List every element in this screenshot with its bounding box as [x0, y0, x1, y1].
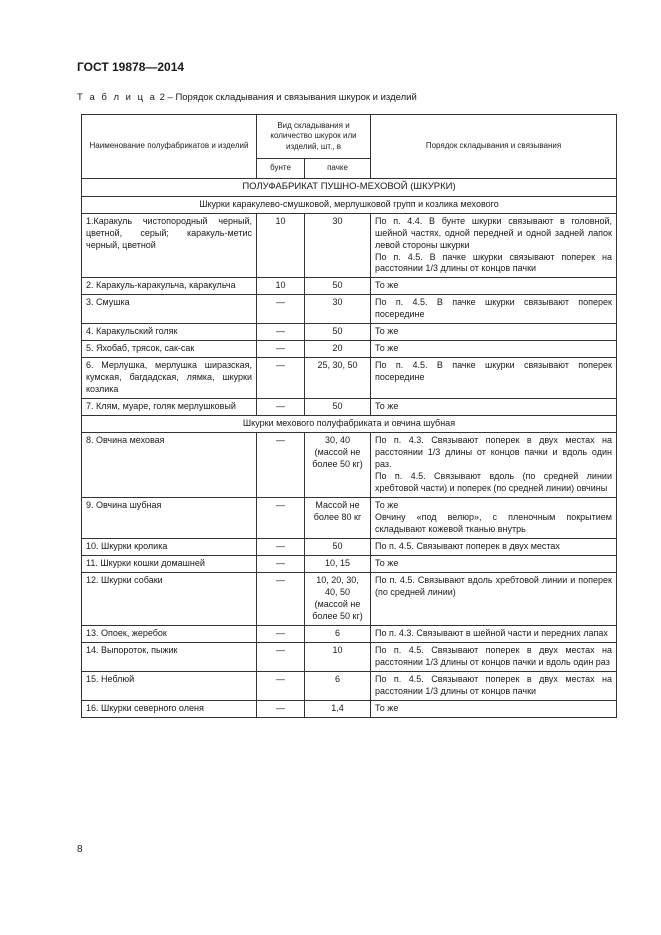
header-procedure: Порядок складывания и связывания [371, 115, 617, 179]
table-caption-word: Т а б л и ц а [77, 92, 157, 103]
subsection-row [82, 196, 617, 213]
header-name: Наименование полуфабрикатов и изделий [82, 115, 257, 179]
cell-name: 14. Выпороток, пыжик [82, 642, 257, 671]
cell-name: 12. Шкурки собаки [82, 572, 257, 625]
table-row [82, 341, 617, 358]
cell-procedure: То же [371, 324, 617, 341]
cell-bunt: — [257, 324, 305, 341]
packing-table [81, 114, 617, 718]
cell-bunt: — [257, 358, 305, 399]
table-row [82, 642, 617, 671]
header-pachka: пачке [305, 159, 371, 179]
cell-bunt: — [257, 625, 305, 642]
subsection-title: Шкурки мехового полуфабриката и овчина шубная [82, 416, 617, 433]
subsection-row [82, 416, 617, 433]
cell-procedure: По п. 4.3. Связывают в шейной части и передних лапах [371, 625, 617, 642]
table-row [82, 213, 617, 278]
cell-name: 13. Опоек, жеребок [82, 625, 257, 642]
cell-name: 3. Смушка [82, 295, 257, 324]
cell-pachka: 10 [305, 642, 371, 671]
cell-pachka: 6 [305, 625, 371, 642]
cell-name: 6. Мерлушка, мерлушка ширазская, кумская, багдадская, лямка, шкурки козлика [82, 358, 257, 399]
cell-bunt: — [257, 642, 305, 671]
cell-pachka: 6 [305, 671, 371, 700]
cell-name: 11. Шкурки кошки домашней [82, 555, 257, 572]
cell-name: 16. Шкурки северного оленя [82, 700, 257, 717]
cell-bunt: — [257, 341, 305, 358]
header-kind: Вид складывания и количество шкурок или изделий, шт., в [257, 115, 371, 159]
cell-procedure: По п. 4.5. В пачке шкурки связывают поперек посередине [371, 358, 617, 399]
cell-name: 9. Овчина шубная [82, 497, 257, 538]
table-row [82, 324, 617, 341]
cell-pachka: 50 [305, 538, 371, 555]
table-row [82, 625, 617, 642]
cell-procedure: По п. 4.5. Связывают поперек в двух местах на расстоянии 1/3 длины от концов пачки и вдоль один раз [371, 642, 617, 671]
cell-name: 10. Шкурки кролика [82, 538, 257, 555]
cell-bunt: — [257, 700, 305, 717]
cell-pachka: 30 [305, 295, 371, 324]
table-row [82, 700, 617, 717]
document-standard-title: ГОСТ 19878—2014 [77, 60, 185, 74]
cell-bunt: — [257, 555, 305, 572]
table-row [82, 278, 617, 295]
cell-procedure: То же [371, 341, 617, 358]
cell-pachka: 30 [305, 213, 371, 278]
cell-bunt: — [257, 295, 305, 324]
cell-pachka: 50 [305, 399, 371, 416]
table-caption-text: 2 – Порядок складывания и связывания шкурок и изделий [156, 92, 417, 103]
cell-pachka: 20 [305, 341, 371, 358]
cell-procedure: То же [371, 700, 617, 717]
table-row [82, 671, 617, 700]
cell-procedure: По п. 4.5. Связывают поперек в двух местах [371, 538, 617, 555]
table-caption [77, 92, 417, 103]
cell-name: 7. Клям, муаре, голяк мерлушковый [82, 399, 257, 416]
cell-bunt: — [257, 538, 305, 555]
table-row [82, 399, 617, 416]
cell-name: 5. Яхобаб, трясок, сак-сак [82, 341, 257, 358]
subsection-title: Шкурки каракулево-смушковой, мерлушковой групп и козлика мехового [82, 196, 617, 213]
table-row [82, 358, 617, 399]
cell-bunt: — [257, 399, 305, 416]
cell-bunt: 10 [257, 213, 305, 278]
cell-procedure: То же [371, 399, 617, 416]
cell-name: 4. Каракульский голяк [82, 324, 257, 341]
cell-procedure: По п. 4.5. Связывают вдоль хребтовой линии и поперек (по средней линии) [371, 572, 617, 625]
cell-name: 1.Каракуль чистопородный черный, цветной, серый; каракуль-метис черный, цветной [82, 213, 257, 278]
page-number: 8 [77, 844, 83, 855]
cell-procedure: По п. 4.5. В пачке шкурки связывают поперек посередине [371, 295, 617, 324]
cell-bunt: — [257, 497, 305, 538]
cell-pachka: 30, 40 (массой не более 50 кг) [305, 433, 371, 498]
cell-bunt: — [257, 433, 305, 498]
cell-name: 2. Каракуль-каракульча, каракульча [82, 278, 257, 295]
cell-bunt: — [257, 572, 305, 625]
cell-bunt: 10 [257, 278, 305, 295]
table-row [82, 433, 617, 498]
cell-procedure: По п. 4.4. В бунте шкурки связывают в головной, шейной частях, одной передней и одной задней лапок левой стороны шкурки По п. 4.5. В пачке шкурки связывают поперек на расстоянии 1/3 длины от концов пачки [371, 213, 617, 278]
cell-procedure: То же [371, 555, 617, 572]
table-row [82, 538, 617, 555]
cell-pachka: 50 [305, 278, 371, 295]
table-row [82, 555, 617, 572]
cell-pachka: 1,4 [305, 700, 371, 717]
cell-pachka: 10, 20, 30, 40, 50 (массой не более 50 кг) [305, 572, 371, 625]
header-bunt: бунте [257, 159, 305, 179]
table-row [82, 295, 617, 324]
cell-procedure: То же [371, 278, 617, 295]
cell-procedure: По п. 4.3. Связывают поперек в двух местах на расстоянии 1/3 длины от концов пачки и вдоль один раз. По п. 4.5. Связывают вдоль (по средней линии хребтовой части) и поперек (по средней линии) овчины [371, 433, 617, 498]
table-row [82, 497, 617, 538]
table-row [82, 572, 617, 625]
section-row [82, 179, 617, 197]
cell-procedure: По п. 4.5. Связывают поперек в двух местах на расстоянии 1/3 длины от концов пачки [371, 671, 617, 700]
cell-procedure: То же Овчину «под велюр», с пленочным покрытием складывают кожевой тканью внутрь [371, 497, 617, 538]
cell-pachka: 25, 30, 50 [305, 358, 371, 399]
cell-name: 15. Неблюй [82, 671, 257, 700]
cell-pachka: 10, 15 [305, 555, 371, 572]
cell-pachka: Массой не более 80 кг [305, 497, 371, 538]
cell-pachka: 50 [305, 324, 371, 341]
section-title: ПОЛУФАБРИКАТ ПУШНО-МЕХОВОЙ (ШКУРКИ) [82, 179, 617, 197]
cell-name: 8. Овчина меховая [82, 433, 257, 498]
cell-bunt: — [257, 671, 305, 700]
